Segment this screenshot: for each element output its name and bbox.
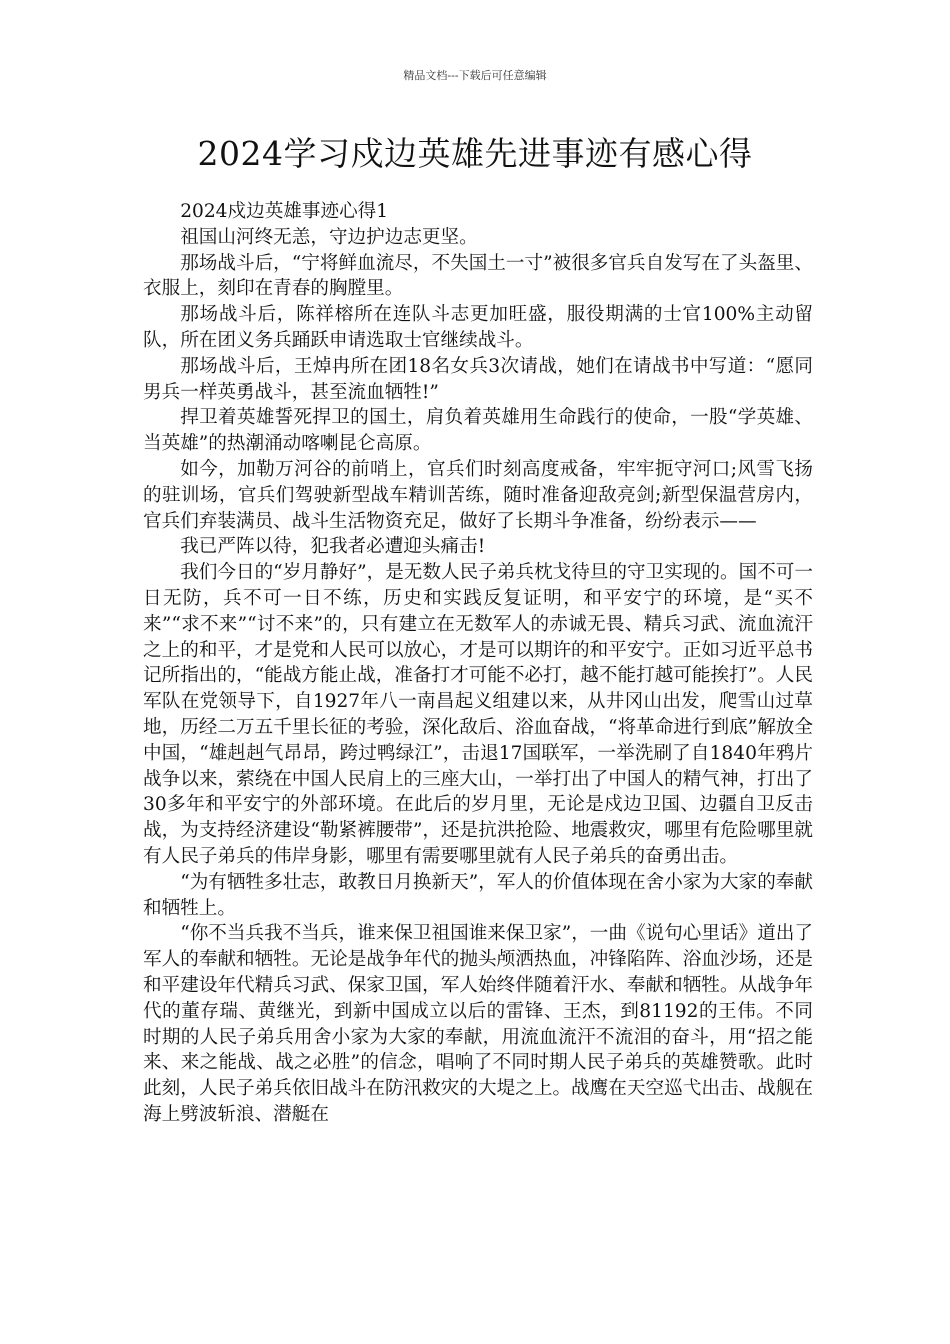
paragraph: 那场战斗后，“宁将鲜血流尽，不失国土一寸”被很多官兵自发写在了头盔里、衣服上，刻印在青春的胸膛里。 (143, 252, 813, 300)
paragraph: 如今，加勒万河谷的前哨上，官兵们时刻高度戒备，牢牢扼守河口;风雪飞扬的驻训场，官兵们驾驶新型战车精训苦练，随时准备迎敌亮剑;新型保温营房内，官兵们弃装满员、战斗生活物资充足，做好了长期斗争准备，纷纷表示—— (143, 458, 813, 532)
paragraph: 那场战斗后，王焯冉所在团18名女兵3次请战，她们在请战书中写道：“愿同男兵一样英勇战斗，甚至流血牺牲!” (143, 355, 813, 403)
document-body (143, 199, 813, 1128)
paragraph-subtitle: 2024戍边英雄事迹心得1 (180, 201, 389, 222)
paragraph: “为有牺牲多壮志，敢教日月换新天”，军人的价值体现在舍小家为大家的奉献和牺牲上。 (143, 871, 813, 919)
paragraph: 我们今日的“岁月静好”，是无数人民子弟兵枕戈待旦的守卫实现的。国不可一日无防，兵不可一日不练，历史和实践反复证明，和平安宁的环境，是“买不来”“求不来”“讨不来”的，只有建立在无数军人的赤诚无畏、精兵习武、流血流汗之上的和平，才是党和人民可以放心，才是可以期许的和平安宁。正如习近平总书记所指出的，“能战方能止战，准备打才可能不必打，越不能打越可能挨打”。人民军队在党领导下，自1927年八一南昌起义组建以来，从井冈山出发，爬雪山过草地，历经二万五千里长征的考验，深化敌后、浴血奋战，“将革命进行到底”解放全中国，“雄赳赳气昂昂，跨过鸭绿江”，击退17国联军，一举洗刷了自1840年鸦片战争以来，萦绕在中国人民肩上的三座大山，一举打出了中国人的精气神，打出了30多年和平安宁的外部环境。在此后的岁月里，无论是戍边卫国、边疆自卫反击战，为支持经济建设“勒紧裤腰带”，还是抗洪抢险、地震救灾，哪里有危险哪里就有人民子弟兵的伟岸身影，哪里有需要哪里就有人民子弟兵的奋勇出击。 (143, 562, 813, 867)
paragraph: “你不当兵我不当兵，谁来保卫祖国谁来保卫家”，一曲《说句心里话》道出了军人的奉献和牺牲。无论是战争年代的抛头颅洒热血，冲锋陷阵、浴血沙场，还是和平建设年代精兵习武、保家卫国，军人始终伴随着汗水、奉献和牺牲。从战争年代的董存瑞、黄继光，到新中国成立以后的雷锋、王杰，到81192的王伟。不同时期的人民子弟兵用舍小家为大家的奉献，用流血流汗不流泪的奋斗，用“招之能来、来之能战、战之必胜”的信念，唱响了不同时期人民子弟兵的英雄赞歌。此时此刻，人民子弟兵依旧战斗在防汛救灾的大堤之上。战鹰在天空巡弋出击、战舰在海上劈波斩浪、潜艇在 (143, 923, 813, 1125)
paragraph: 那场战斗后，陈祥榕所在连队斗志更加旺盛，服役期满的士官100%主动留队，所在团义务兵踊跃申请选取士官继续战斗。 (143, 304, 813, 351)
paragraph: 捍卫着英雄誓死捍卫的国土，肩负着英雄用生命践行的使命，一股“学英雄、当英雄”的热潮涌动喀喇昆仑高原。 (143, 407, 813, 455)
header-note: 精品文档---下载后可任意编辑 (403, 69, 547, 82)
paragraph: 祖国山河终无恙，守边护边志更坚。 (180, 226, 478, 248)
document-title: 2024学习戍边英雄先进事迹有感心得 (197, 134, 753, 173)
paragraph: 我已严阵以待，犯我者必遭迎头痛击! (180, 536, 486, 558)
